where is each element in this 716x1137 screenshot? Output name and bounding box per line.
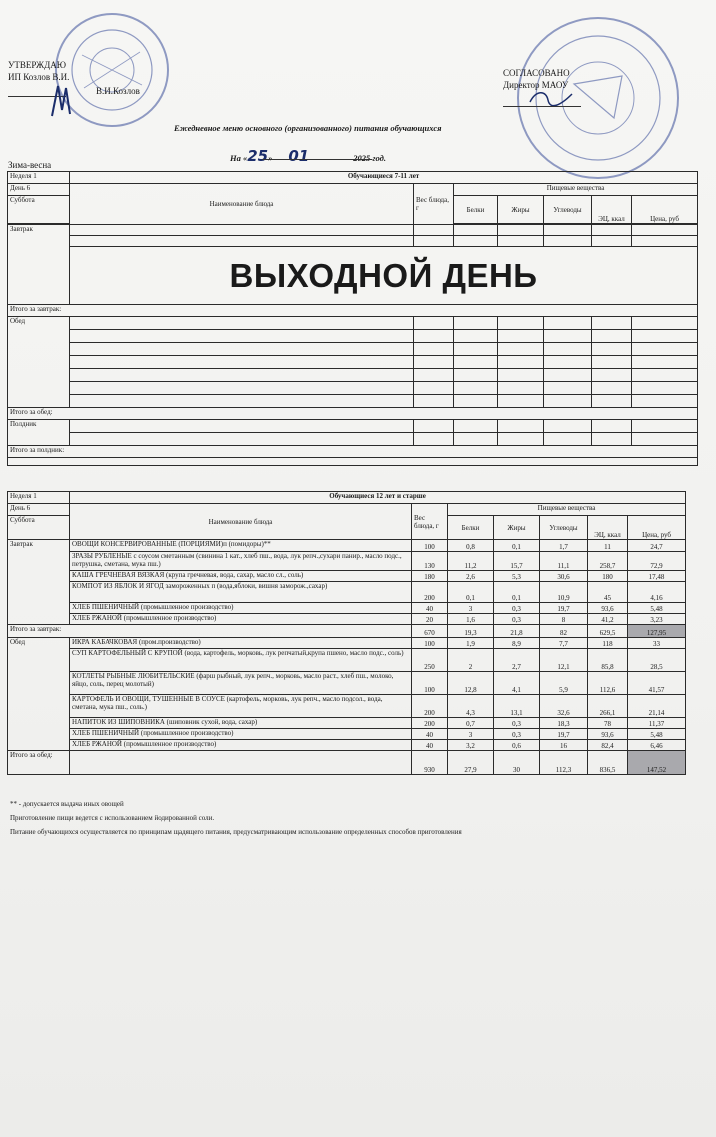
dish-carbs: 18,3 <box>540 718 588 729</box>
table-row <box>8 540 686 552</box>
dish-protein: 4,3 <box>448 695 494 718</box>
dish-price: 3,23 <box>628 614 686 625</box>
col-price-header: Цена, руб <box>632 196 698 224</box>
dish-energy: 85,8 <box>588 649 628 672</box>
dish-weight: 250 <box>412 649 448 672</box>
dish-fat: 2,7 <box>494 649 540 672</box>
lunch-total-price: 147,52 <box>628 751 686 775</box>
day-cell: День 6 <box>8 184 70 196</box>
dish-protein: 1,9 <box>448 638 494 649</box>
table-row <box>8 695 686 718</box>
dish-carbs: 8 <box>540 614 588 625</box>
table-row <box>8 638 686 649</box>
dish-protein: 3 <box>448 729 494 740</box>
table-row <box>8 649 686 672</box>
dish-protein: 2 <box>448 649 494 672</box>
dish-protein: 0,1 <box>448 582 494 603</box>
signature-line-right <box>503 106 581 107</box>
table-row <box>8 614 686 625</box>
dish-weight: 200 <box>412 695 448 718</box>
dish-energy: 82,4 <box>588 740 628 751</box>
dish-price: 33 <box>628 638 686 649</box>
col-price-header: Цена, руб <box>628 516 686 540</box>
dish-energy: 112,6 <box>588 672 628 695</box>
dish-protein: 1,6 <box>448 614 494 625</box>
breakfast-label: Завтрак <box>8 225 70 305</box>
dish-name: КОТЛЕТЫ РЫБНЫЕ ЛЮБИТЕЛЬСКИЕ (фарш рыбный, лук репч., морковь, масло раст., хлеб пш., молоко, яйцо, соль, перец молотый) <box>70 672 412 695</box>
table-row <box>8 672 686 695</box>
dish-protein: 3,2 <box>448 740 494 751</box>
dish-protein: 11,2 <box>448 552 494 571</box>
col-energy-header: ЭЦ, ккал <box>588 516 628 540</box>
group-title: Обучающиеся 12 лет и старше <box>70 492 686 504</box>
col-weight-header: Вес блюда, г <box>412 504 448 540</box>
dish-fat: 4,1 <box>494 672 540 695</box>
dish-energy: 11 <box>588 540 628 552</box>
dish-carbs: 32,6 <box>540 695 588 718</box>
lunch-total-row: Итого за обед: 930 27,9 30 112,3 836,5 147,52 <box>8 751 686 775</box>
agreed-label: СОГЛАСОВАНО <box>503 68 570 78</box>
col-protein-header: Белки <box>448 516 494 540</box>
dish-name: СУП КАРТОФЕЛЬНЫЙ С КРУПОЙ (вода, картофель, морковь, лук репчатый,крупа пшено, масло подс., соль) <box>70 649 412 672</box>
table-row <box>8 571 686 582</box>
snack-total-label: Итого за полдник: <box>8 446 698 458</box>
dish-energy: 93,6 <box>588 729 628 740</box>
date-day: 25 <box>247 147 269 165</box>
dish-name: ХЛЕБ РЖАНОЙ (промышленное производство) <box>70 614 412 625</box>
table-row <box>8 740 686 751</box>
col-name-header: Наименование блюда <box>70 504 412 540</box>
season-label: Зима-весна <box>8 160 52 170</box>
dish-name: ИКРА КАБАЧКОВАЯ (пром.производство) <box>70 638 412 649</box>
dish-fat: 13,1 <box>494 695 540 718</box>
breakfast-total-label: Итого за завтрак: <box>8 625 412 638</box>
footnote-vegetables: ** - допускается выдача иных овощей <box>10 800 124 808</box>
weekday-cell: Суббота <box>8 516 70 540</box>
footnote-gentle-nutrition: Питание обучающихся осуществляется по принципам щадящего питания, предусматривающим использование определенных способов приготовления <box>10 828 462 836</box>
dish-carbs: 11,1 <box>540 552 588 571</box>
dish-weight: 40 <box>412 729 448 740</box>
dish-weight: 40 <box>412 740 448 751</box>
footnote-iodized-salt: Приготовление пищи ведется с использованием йодированной соли. <box>10 814 215 822</box>
dish-weight: 200 <box>412 582 448 603</box>
dish-price: 17,48 <box>628 571 686 582</box>
dish-price: 41,57 <box>628 672 686 695</box>
dish-carbs: 7,7 <box>540 638 588 649</box>
dish-weight: 100 <box>412 540 448 552</box>
dish-price: 5,48 <box>628 729 686 740</box>
dish-weight: 20 <box>412 614 448 625</box>
dish-name: КОМПОТ ИЗ ЯБЛОК И ЯГОД замороженных п (вода,яблоки, вишня заморож.,сахар) <box>70 582 412 603</box>
menu-table-7-11 <box>7 171 698 466</box>
table-row <box>8 552 686 571</box>
group-title: Обучающиеся 7-11 лет <box>70 172 698 184</box>
dish-weight: 100 <box>412 672 448 695</box>
dish-weight: 100 <box>412 638 448 649</box>
week-cell: Неделя 1 <box>8 492 70 504</box>
dish-fat: 0,3 <box>494 718 540 729</box>
dish-weight: 200 <box>412 718 448 729</box>
approver-name: В.И.Козлов <box>96 86 140 96</box>
dish-carbs: 12,1 <box>540 649 588 672</box>
dish-weight: 180 <box>412 571 448 582</box>
dish-price: 6,46 <box>628 740 686 751</box>
lunch-label: Обед <box>8 638 70 751</box>
dish-name: НАПИТОК ИЗ ШИПОВНИКА (шиповник сухой, вода, сахар) <box>70 718 412 729</box>
col-name-header: Наименование блюда <box>70 184 414 225</box>
dish-carbs: 10,9 <box>540 582 588 603</box>
dish-carbs: 19,7 <box>540 603 588 614</box>
snack-label: Полдник <box>8 420 70 446</box>
date-year: 2025 год. <box>353 153 386 163</box>
dish-energy: 78 <box>588 718 628 729</box>
dish-weight: 40 <box>412 603 448 614</box>
dish-name: КАША ГРЕЧНЕВАЯ ВЯЗКАЯ (крупа гречневая, вода, сахар, масло сл., соль) <box>70 571 412 582</box>
dish-carbs: 1,7 <box>540 540 588 552</box>
weekday-cell: Суббота <box>8 196 70 224</box>
dish-carbs: 5,9 <box>540 672 588 695</box>
approver-org: ИП Козлов В.И. <box>8 72 70 82</box>
dish-name: ЗРАЗЫ РУБЛЕНЫЕ с соусом сметанным (свинина 1 кат., хлеб пш., вода, лук репч.,сухари панир., масло подс., петрушка, сметана, мука пш.) <box>70 552 412 571</box>
dish-fat: 0,3 <box>494 614 540 625</box>
dish-energy: 258,7 <box>588 552 628 571</box>
col-energy-header: ЭЦ, ккал <box>592 196 632 224</box>
handwritten-signature-left <box>46 80 76 120</box>
week-cell: Неделя 1 <box>8 172 70 184</box>
table-row <box>8 729 686 740</box>
dish-protein: 2,6 <box>448 571 494 582</box>
table-row <box>8 718 686 729</box>
dish-protein: 3 <box>448 603 494 614</box>
breakfast-total-row: Итого за завтрак: 670 19,3 21,8 82 629,5 127,95 <box>8 625 686 638</box>
dish-price: 11,37 <box>628 718 686 729</box>
day-cell: День 6 <box>8 504 70 516</box>
dish-energy: 41,2 <box>588 614 628 625</box>
dish-fat: 15,7 <box>494 552 540 571</box>
date-month: 01 <box>288 147 310 165</box>
lunch-label: Обед <box>8 317 70 408</box>
col-fat-header: Жиры <box>498 196 544 224</box>
document-title: Ежедневное меню основного (организованного) питания обучающихся <box>174 123 442 133</box>
col-weight-header: Вес блюда, г <box>414 184 454 225</box>
breakfast-label: Завтрак <box>8 540 70 625</box>
dish-name: ХЛЕБ РЖАНОЙ (промышленное производство) <box>70 740 412 751</box>
approved-label: УТВЕРЖДАЮ <box>8 60 67 70</box>
dish-energy: 266,1 <box>588 695 628 718</box>
date-line: На «25» 01 2025 год. <box>230 147 386 165</box>
dish-carbs: 16 <box>540 740 588 751</box>
table-row <box>8 582 686 603</box>
dish-energy: 118 <box>588 638 628 649</box>
dish-price: 28,5 <box>628 649 686 672</box>
breakfast-total-label: Итого за завтрак: <box>8 305 698 317</box>
dish-name: ХЛЕБ ПШЕНИЧНЫЙ (промышленное производство) <box>70 729 412 740</box>
dish-fat: 0,3 <box>494 603 540 614</box>
menu-table-12-plus <box>7 491 686 775</box>
dish-price: 4,16 <box>628 582 686 603</box>
dish-energy: 93,6 <box>588 603 628 614</box>
table-row <box>8 603 686 614</box>
dish-fat: 0,1 <box>494 582 540 603</box>
dish-price: 72,9 <box>628 552 686 571</box>
col-carbs-header: Углеводы <box>540 516 588 540</box>
lunch-total-label: Итого за обед: <box>8 751 70 775</box>
col-nutrients-header: Пищевые вещества <box>448 504 686 516</box>
dish-protein: 0,7 <box>448 718 494 729</box>
dish-carbs: 19,7 <box>540 729 588 740</box>
dish-name: ХЛЕБ ПШЕНИЧНЫЙ (промышленное производство) <box>70 603 412 614</box>
dish-price: 5,48 <box>628 603 686 614</box>
col-carbs-header: Углеводы <box>544 196 592 224</box>
col-nutrients-header: Пищевые вещества <box>454 184 698 196</box>
dish-carbs: 30,6 <box>540 571 588 582</box>
dish-weight: 130 <box>412 552 448 571</box>
dish-energy: 45 <box>588 582 628 603</box>
dish-price: 24,7 <box>628 540 686 552</box>
dish-name: КАРТОФЕЛЬ И ОВОЩИ, ТУШЕННЫЕ В СОУСЕ (картофель, морковь, лук репч., масло подсол., вода, сметана, мука пш., соль.) <box>70 695 412 718</box>
day-off-banner: ВЫХОДНОЙ ДЕНЬ <box>70 247 698 305</box>
col-protein-header: Белки <box>454 196 498 224</box>
date-underline <box>262 159 372 160</box>
dish-fat: 0,1 <box>494 540 540 552</box>
dish-price: 21,14 <box>628 695 686 718</box>
dish-fat: 5,3 <box>494 571 540 582</box>
handwritten-signature-right <box>526 88 576 108</box>
dish-energy: 180 <box>588 571 628 582</box>
breakfast-total-price: 127,95 <box>628 625 686 638</box>
dish-fat: 8,9 <box>494 638 540 649</box>
col-fat-header: Жиры <box>494 516 540 540</box>
dish-name: ОВОЩИ КОНСЕРВИРОВАННЫЕ (ПОРЦИЯМИ)п (помидоры)** <box>70 540 412 552</box>
agreed-role: Директор МАОУ <box>503 80 569 90</box>
dish-fat: 0,6 <box>494 740 540 751</box>
lunch-total-label: Итого за обед: <box>8 408 698 420</box>
dish-fat: 0,3 <box>494 729 540 740</box>
dish-protein: 12,8 <box>448 672 494 695</box>
dish-protein: 0,8 <box>448 540 494 552</box>
